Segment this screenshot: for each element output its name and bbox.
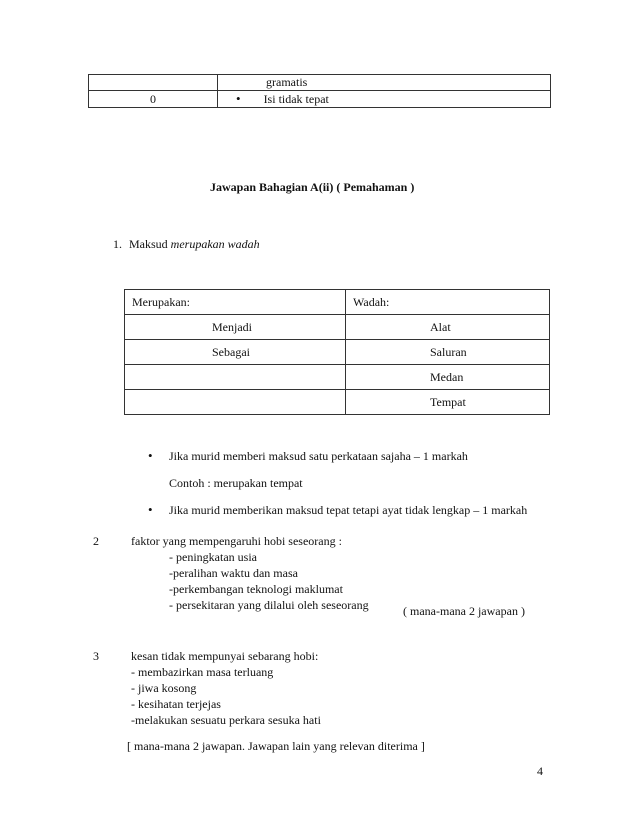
bullet-icon: • (148, 502, 153, 517)
criteria-text: gramatis (266, 75, 308, 89)
list-item: -perkembangan teknologi maklumat (169, 582, 343, 596)
criteria-cell (218, 75, 551, 91)
criteria-text: Isi tidak tepat (263, 92, 329, 106)
list-item: - membazirkan masa terluang (131, 665, 274, 679)
answer-note: [ mana-mana 2 jawapan. Jawapan lain yang relevan diterima ] (127, 739, 425, 753)
list-item: - kesihatan terjejas (131, 697, 221, 711)
bullet-icon: • (236, 91, 241, 106)
list-item: -peralihan waktu dan masa (169, 566, 298, 580)
list-item: -melakukan sesuatu perkara sesuka hati (131, 713, 321, 727)
score-cell (89, 75, 218, 91)
cell-merupakan (125, 390, 346, 415)
question-2-title: faktor yang mempengaruhi hobi seseorang : (131, 534, 342, 548)
section-title: Jawapan Bahagian A(ii) ( Pemahaman ) (210, 180, 415, 194)
marking-note-1: Jika murid memberi maksud satu perkataan sajaha – 1 markah (169, 449, 468, 463)
cell-merupakan: Menjadi (125, 315, 346, 340)
table-row (125, 365, 550, 390)
table-row (125, 315, 550, 340)
header-wadah: Wadah: (346, 290, 550, 315)
table-row (89, 91, 551, 108)
question-lead: Maksud (129, 237, 168, 251)
meaning-table (124, 289, 550, 415)
question-italic-term: merupakan wadah (170, 237, 260, 251)
cell-merupakan: Sebagai (125, 340, 346, 365)
table-row (125, 340, 550, 365)
question-3-number: 3 (93, 649, 99, 663)
list-item: - persekitaran yang dilalui oleh seseorang (169, 598, 369, 612)
question-number: 1. (113, 237, 122, 251)
example-text: Contoh : merupakan tempat (169, 476, 303, 490)
cell-wadah: Alat (346, 315, 550, 340)
question-2-number: 2 (93, 534, 99, 548)
marking-note-2: Jika murid memberikan maksud tepat tetapi ayat tidak lengkap – 1 markah (169, 503, 528, 517)
cell-merupakan (125, 365, 346, 390)
question-3-title: kesan tidak mempunyai sebarang hobi: (131, 649, 319, 663)
table-row (125, 390, 550, 415)
answer-note: ( mana-mana 2 jawapan ) (403, 604, 525, 618)
cell-wadah: Saluran (346, 340, 550, 365)
header-merupakan: Merupakan: (125, 290, 346, 315)
cell-wadah: Tempat (346, 390, 550, 415)
cell-wadah: Medan (346, 365, 550, 390)
bullet-icon: • (148, 448, 153, 463)
list-item: - jiwa kosong (131, 681, 197, 695)
table-header-row (125, 290, 550, 315)
question-1-line (113, 237, 260, 252)
score-cell: 0 (89, 91, 218, 108)
criteria-cell (218, 91, 551, 108)
list-item: - peningkatan usia (169, 550, 257, 564)
marking-table-top (88, 74, 551, 108)
page-number: 4 (537, 764, 543, 778)
table-row (89, 75, 551, 91)
